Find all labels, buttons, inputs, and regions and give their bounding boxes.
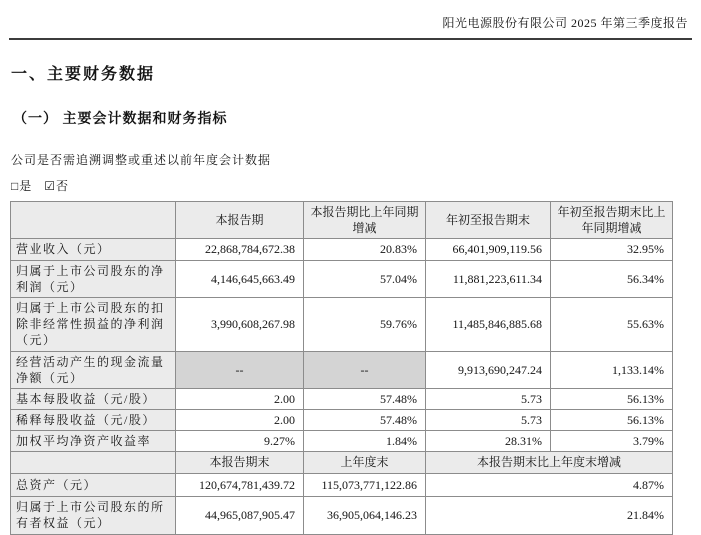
cell-value: 120,674,781,439.72 [176, 473, 304, 496]
row-label: 总资产（元） [11, 473, 176, 496]
cell-value: 4.87% [426, 473, 673, 496]
row-label: 经营活动产生的现金流量净额（元） [11, 351, 176, 388]
section-title: 一、主要财务数据 [11, 66, 156, 83]
row-label: 营业收入（元） [11, 239, 176, 260]
header-cell-period-end-change: 本报告期末比上年度末增减 [426, 452, 673, 473]
cell-value: 44,965,087,905.47 [176, 496, 304, 534]
cell-value: 5.73 [426, 388, 551, 409]
table-header-row-period-end [11, 452, 673, 473]
header-cell-ytd-yoy-change: 年初至报告期末比上年同期增减 [551, 202, 673, 239]
cell-not-applicable: -- [176, 351, 304, 388]
row-label: 稀释每股收益（元/股） [11, 410, 176, 431]
table-header-row-period [11, 202, 673, 239]
financial-data-table [10, 201, 673, 535]
cell-value: 3.79% [551, 431, 673, 452]
subsection-title: （一） 主要会计数据和财务指标 [13, 112, 228, 127]
cell-value: 11,881,223,611.34 [426, 260, 551, 297]
table-row-total-assets [11, 473, 673, 496]
table-row-net-profit [11, 260, 673, 297]
cell-value: 21.84% [426, 496, 673, 534]
cell-value: 2.00 [176, 388, 304, 409]
cell-value: 32.95% [551, 239, 673, 260]
report-title: 阳光电源股份有限公司 2025 年第三季度报告 [442, 16, 688, 30]
table-row-revenue [11, 239, 673, 260]
table-row-diluted-eps [11, 410, 673, 431]
checkbox-no-checked-icon: ☑否 [44, 179, 70, 193]
cell-value: 57.48% [304, 410, 426, 431]
restatement-answer [11, 177, 692, 194]
cell-value: 22,868,784,672.38 [176, 239, 304, 260]
cell-value: 1.84% [304, 431, 426, 452]
cell-value: 36,905,064,146.23 [304, 496, 426, 534]
cell-value: 57.04% [304, 260, 426, 297]
cell-value: 56.34% [551, 260, 673, 297]
table-row-owners-equity [11, 496, 673, 534]
row-label: 归属于上市公司股东的扣除非经常性损益的净利润（元） [11, 297, 176, 351]
header-cell-blank [11, 452, 176, 473]
cell-value: 56.13% [551, 388, 673, 409]
cell-not-applicable: -- [304, 351, 426, 388]
cell-value: 11,485,846,885.68 [426, 297, 551, 351]
cell-value: 115,073,771,122.86 [304, 473, 426, 496]
header-cell-period-end: 本报告期末 [176, 452, 304, 473]
row-label: 加权平均净资产收益率 [11, 431, 176, 452]
header-cell-period-yoy-change: 本报告期比上年同期增减 [304, 202, 426, 239]
cell-value: 20.83% [304, 239, 426, 260]
restatement-question: 公司是否需追溯调整或重述以前年度会计数据 [11, 153, 272, 167]
cell-value: 5.73 [426, 410, 551, 431]
table-row-net-profit-excl-nonrecurring [11, 297, 673, 351]
cell-value: 1,133.14% [551, 351, 673, 388]
table-row-basic-eps [11, 388, 673, 409]
header-cell-blank [11, 202, 176, 239]
cell-value: 4,146,645,663.49 [176, 260, 304, 297]
header-cell-ytd: 年初至报告期末 [426, 202, 551, 239]
cell-value: 28.31% [426, 431, 551, 452]
cell-value: 55.63% [551, 297, 673, 351]
cell-value: 59.76% [304, 297, 426, 351]
table-row-weighted-roe [11, 431, 673, 452]
cell-value: 3,990,608,267.98 [176, 297, 304, 351]
cell-value: 57.48% [304, 388, 426, 409]
row-label: 归属于上市公司股东的所有者权益（元） [11, 496, 176, 534]
cell-value: 2.00 [176, 410, 304, 431]
row-label: 基本每股收益（元/股） [11, 388, 176, 409]
row-label: 归属于上市公司股东的净利润（元） [11, 260, 176, 297]
header-cell-prior-year-end: 上年度末 [304, 452, 426, 473]
header-cell-current-period: 本报告期 [176, 202, 304, 239]
checkbox-yes-unchecked-icon: □是 [11, 179, 33, 193]
cell-value: 56.13% [551, 410, 673, 431]
table-row-operating-cash-flow [11, 351, 673, 388]
cell-value: 66,401,909,119.56 [426, 239, 551, 260]
cell-value: 9,913,690,247.24 [426, 351, 551, 388]
cell-value: 9.27% [176, 431, 304, 452]
document-header [9, 0, 692, 40]
